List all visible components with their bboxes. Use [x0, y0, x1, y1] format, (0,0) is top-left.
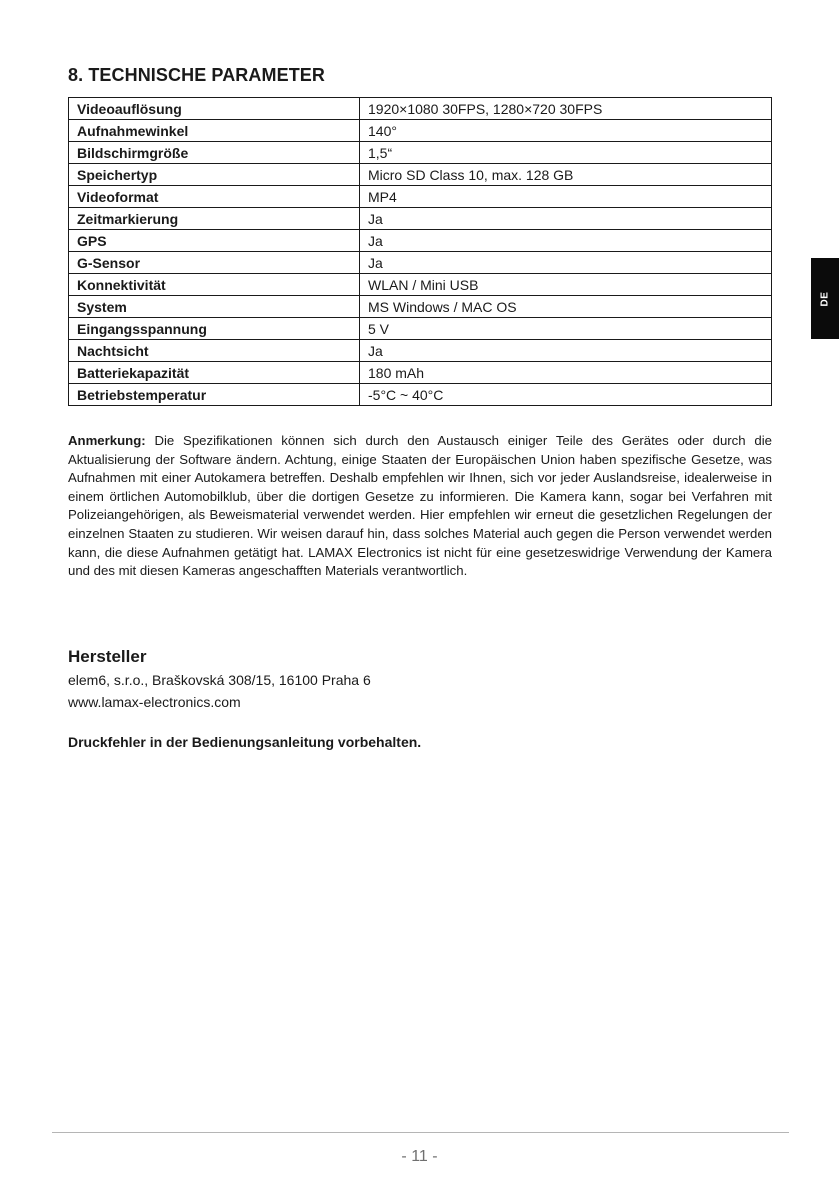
parameter-value: -5°C ~ 40°C [360, 384, 772, 406]
parameter-name: G-Sensor [69, 252, 360, 274]
table-row [69, 362, 772, 384]
parameter-name: Bildschirmgröße [69, 142, 360, 164]
parameter-name: Speichertyp [69, 164, 360, 186]
remark-paragraph [68, 432, 772, 581]
table-row [69, 296, 772, 318]
manufacturer-address: elem6, s.r.o., Braškovská 308/15, 16100 Praha 6 [68, 672, 371, 688]
parameter-value: MP4 [360, 186, 772, 208]
parameter-name: Nachtsicht [69, 340, 360, 362]
parameter-value: Ja [360, 340, 772, 362]
parameter-value: 140° [360, 120, 772, 142]
table-row [69, 274, 772, 296]
parameters-body [69, 98, 772, 406]
parameter-value: 180 mAh [360, 362, 772, 384]
parameter-value: WLAN / Mini USB [360, 274, 772, 296]
parameter-name: Betriebstemperatur [69, 384, 360, 406]
manufacturer-website: www.lamax-electronics.com [68, 694, 241, 710]
page-number: - 11 - [401, 1148, 438, 1165]
parameter-value: Micro SD Class 10, max. 128 GB [360, 164, 772, 186]
remark-text: Die Spezifikationen können sich durch den Austausch einiger Teile des Gerätes oder durch die Aktualisierung der Software ändern. Achtung, einige Staaten der Europäischen Union haben spezifische Gesetze, was Aufnahmen mit einer Autokamera betreffen. Deshalb empfehlen wir Ihnen, sich vor jeder Auslandsreise, idealerweise in einem örtlichen Automobilklub, über die dortigen Gesetze zu informieren. Die Kamera kann, sogar bei Verfahren mit Polizeiangehörigen, als Beweismaterial verwendet werden. Hier empfehlen wir erneut die gesetzlichen Regelungen der einzelnen Staaten zu studieren. Wir weisen darauf hin, dass solches Material auch gegen die Person verwendet werden kann, die diese Aufnahmen getätigt hat. LAMAX Electronics ist nicht für eine gesetzeswidrige Verwendung der Kamera und des mit diesen Kameras angeschafften Materials verantwortlich. [68, 433, 772, 579]
table-row [69, 252, 772, 274]
parameter-name: Batteriekapazität [69, 362, 360, 384]
parameter-name: Eingangsspannung [69, 318, 360, 340]
manufacturer-title: Hersteller [68, 647, 147, 666]
parameter-name: Konnektivität [69, 274, 360, 296]
table-row [69, 164, 772, 186]
parameter-name: Aufnahmewinkel [69, 120, 360, 142]
section-title: 8. TECHNISCHE PARAMETER [68, 65, 325, 85]
parameter-value: 5 V [360, 318, 772, 340]
parameter-name: Videoformat [69, 186, 360, 208]
parameter-name: System [69, 296, 360, 318]
table-row [69, 120, 772, 142]
parameter-value: Ja [360, 230, 772, 252]
table-row [69, 340, 772, 362]
table-row [69, 384, 772, 406]
table-row [69, 98, 772, 120]
parameter-name: GPS [69, 230, 360, 252]
table-row [69, 186, 772, 208]
parameter-value: MS Windows / MAC OS [360, 296, 772, 318]
parameter-value: 1,5“ [360, 142, 772, 164]
language-tab-label: DE [819, 291, 831, 306]
parameter-value: 1920×1080 30FPS, 1280×720 30FPS [360, 98, 772, 120]
footer-divider [52, 1132, 789, 1133]
table-row [69, 142, 772, 164]
parameter-value: Ja [360, 252, 772, 274]
remark-label: Anmerkung: [68, 433, 146, 448]
misprint-disclaimer: Druckfehler in der Bedienungsanleitung vorbehalten. [68, 734, 422, 750]
language-tab [811, 258, 839, 339]
technical-parameters-table [68, 97, 772, 406]
table-row [69, 230, 772, 252]
parameter-value: Ja [360, 208, 772, 230]
parameter-name: Videoauflösung [69, 98, 360, 120]
table-row [69, 208, 772, 230]
parameter-name: Zeitmarkierung [69, 208, 360, 230]
table-row [69, 318, 772, 340]
